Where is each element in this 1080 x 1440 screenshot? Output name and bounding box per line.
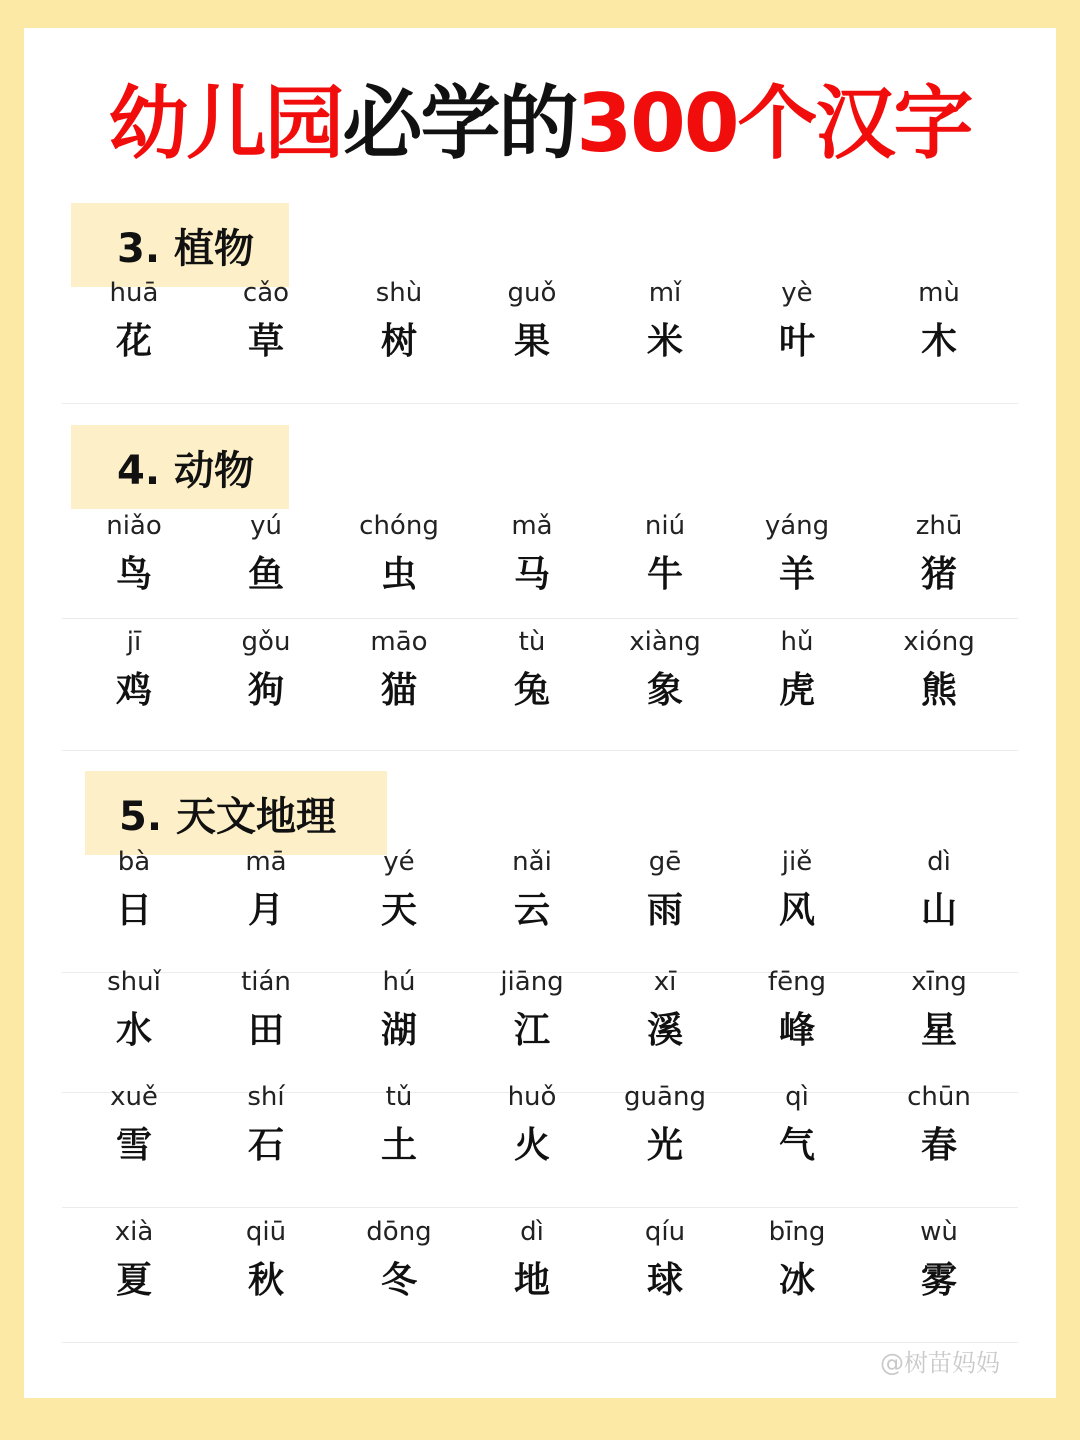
pinyin-label: fēng <box>767 967 827 997</box>
pinyin-label: niú <box>644 511 686 541</box>
hanzi-character: 象 <box>646 670 683 711</box>
hanzi-character: 鸡 <box>115 670 152 711</box>
character-cell <box>869 966 1009 1054</box>
character-cell <box>64 1081 204 1169</box>
character-cell <box>595 277 735 365</box>
hanzi-character: 果 <box>513 321 550 362</box>
row-divider <box>62 403 1018 404</box>
character-cell <box>869 277 1009 365</box>
character-cell <box>727 626 867 714</box>
pinyin-label: tù <box>518 627 546 657</box>
pinyin-label: qíu <box>644 1217 686 1247</box>
hanzi-character: 羊 <box>778 554 815 595</box>
character-cell <box>727 846 867 934</box>
hanzi-character: 峰 <box>778 1010 815 1051</box>
pinyin-label: mǎ <box>511 511 553 541</box>
row-divider <box>62 618 1018 619</box>
character-cell <box>196 626 336 714</box>
character-cell <box>196 1081 336 1169</box>
section-heading-astronomy-geography: 5. 天文地理 <box>85 771 387 855</box>
character-cell <box>869 510 1009 598</box>
character-cell <box>462 1081 602 1169</box>
pinyin-label: guǒ <box>507 278 557 308</box>
character-cell <box>196 846 336 934</box>
hanzi-character: 春 <box>920 1125 957 1166</box>
pinyin-label: dì <box>520 1217 544 1247</box>
pinyin-label: bīng <box>768 1217 826 1247</box>
hanzi-character: 熊 <box>920 670 957 711</box>
hanzi-character: 虫 <box>380 554 417 595</box>
hanzi-character: 牛 <box>646 554 683 595</box>
section-heading-plants: 3. 植物 <box>71 203 289 287</box>
pinyin-label: xià <box>114 1217 154 1247</box>
pinyin-label: xuě <box>110 1082 158 1112</box>
hanzi-character: 江 <box>513 1010 550 1051</box>
pinyin-label: xióng <box>903 627 975 657</box>
character-cell <box>727 1216 867 1304</box>
pinyin-label: shí <box>247 1082 285 1112</box>
pinyin-label: xiàng <box>629 627 701 657</box>
hanzi-character: 湖 <box>380 1010 417 1051</box>
character-cell <box>64 277 204 365</box>
pinyin-label: yú <box>250 511 282 541</box>
hanzi-character: 风 <box>778 890 815 931</box>
hanzi-character: 夏 <box>115 1260 152 1301</box>
character-cell <box>595 966 735 1054</box>
hanzi-character: 鱼 <box>247 554 284 595</box>
hanzi-character: 树 <box>380 321 417 362</box>
pinyin-label: dōng <box>366 1217 432 1247</box>
pinyin-label: hú <box>382 967 416 997</box>
character-cell <box>462 510 602 598</box>
hanzi-character: 米 <box>646 321 683 362</box>
pinyin-label: gē <box>648 847 682 877</box>
hanzi-character: 光 <box>646 1125 683 1166</box>
character-cell <box>329 1216 469 1304</box>
hanzi-character: 地 <box>513 1260 550 1301</box>
character-cell <box>595 626 735 714</box>
character-cell <box>196 510 336 598</box>
pinyin-label: jī <box>126 627 142 657</box>
pinyin-label: huā <box>109 278 159 308</box>
hanzi-character: 花 <box>115 321 152 362</box>
character-cell <box>196 277 336 365</box>
pinyin-label: nǎi <box>512 847 552 877</box>
pinyin-label: qiū <box>245 1217 287 1247</box>
hanzi-character: 月 <box>247 890 284 931</box>
hanzi-character: 叶 <box>778 321 815 362</box>
pinyin-label: huǒ <box>507 1082 557 1112</box>
hanzi-character: 雪 <box>115 1125 152 1166</box>
pinyin-label: mù <box>918 278 960 308</box>
section-heading-animals: 4. 动物 <box>71 425 289 509</box>
pinyin-label: xī <box>653 967 677 997</box>
hanzi-character: 木 <box>920 321 957 362</box>
pinyin-label: bà <box>117 847 151 877</box>
row-divider <box>62 750 1018 751</box>
pinyin-label: yáng <box>764 511 830 541</box>
hanzi-character: 冰 <box>778 1260 815 1301</box>
character-cell <box>727 277 867 365</box>
title-part-3: 300个汉字 <box>576 77 972 170</box>
title-part-1: 幼儿园 <box>108 77 343 170</box>
character-cell <box>64 966 204 1054</box>
content-card <box>24 28 1056 1398</box>
pinyin-label: jiāng <box>500 967 564 997</box>
character-cell <box>64 1216 204 1304</box>
pinyin-label: tǔ <box>385 1082 413 1112</box>
hanzi-character: 土 <box>380 1125 417 1166</box>
pinyin-label: yé <box>383 847 415 877</box>
character-cell <box>595 1081 735 1169</box>
character-cell <box>727 510 867 598</box>
hanzi-character: 猫 <box>380 670 417 711</box>
character-cell <box>329 626 469 714</box>
pinyin-label: shù <box>375 278 423 308</box>
pinyin-label: māo <box>370 627 428 657</box>
pinyin-label: cǎo <box>242 278 290 308</box>
pinyin-label: guāng <box>624 1082 706 1112</box>
hanzi-character: 狗 <box>247 670 284 711</box>
character-cell <box>727 1081 867 1169</box>
character-cell <box>64 626 204 714</box>
hanzi-character: 马 <box>513 554 550 595</box>
row-divider <box>62 1342 1018 1343</box>
hanzi-character: 鸟 <box>115 554 152 595</box>
character-cell <box>869 626 1009 714</box>
hanzi-character: 球 <box>646 1260 683 1301</box>
character-cell <box>869 1216 1009 1304</box>
hanzi-character: 石 <box>247 1125 284 1166</box>
character-cell <box>595 1216 735 1304</box>
pinyin-label: qì <box>785 1082 809 1112</box>
row-divider <box>62 1207 1018 1208</box>
character-cell <box>196 1216 336 1304</box>
hanzi-character: 虎 <box>778 670 815 711</box>
pinyin-label: niǎo <box>106 511 162 541</box>
pinyin-label: zhū <box>915 511 963 541</box>
hanzi-character: 云 <box>513 890 550 931</box>
hanzi-character: 水 <box>115 1010 152 1051</box>
character-cell <box>462 626 602 714</box>
character-cell <box>64 846 204 934</box>
pinyin-label: jiě <box>781 847 813 877</box>
hanzi-character: 气 <box>778 1125 815 1166</box>
hanzi-character: 冬 <box>380 1260 417 1301</box>
hanzi-character: 星 <box>920 1010 957 1051</box>
character-cell <box>462 277 602 365</box>
hanzi-character: 秋 <box>247 1260 284 1301</box>
hanzi-character: 雾 <box>920 1260 957 1301</box>
character-cell <box>329 277 469 365</box>
hanzi-character: 天 <box>380 890 417 931</box>
hanzi-character: 雨 <box>646 890 683 931</box>
pinyin-label: chóng <box>359 511 439 541</box>
hanzi-character: 溪 <box>646 1010 683 1051</box>
pinyin-label: hǔ <box>780 627 814 657</box>
character-cell <box>595 846 735 934</box>
hanzi-character: 草 <box>247 321 284 362</box>
pinyin-label: chūn <box>907 1082 971 1112</box>
hanzi-character: 兔 <box>513 670 550 711</box>
pinyin-label: xīng <box>911 967 967 997</box>
character-cell <box>462 846 602 934</box>
pinyin-label: wù <box>920 1217 958 1247</box>
character-cell <box>869 1081 1009 1169</box>
pinyin-label: mǐ <box>648 278 682 308</box>
pinyin-label: gǒu <box>241 627 291 657</box>
page-title <box>24 77 1056 170</box>
character-cell <box>329 846 469 934</box>
character-cell <box>595 510 735 598</box>
hanzi-character: 日 <box>115 890 152 931</box>
character-cell <box>462 966 602 1054</box>
pinyin-label: shuǐ <box>107 967 161 997</box>
character-cell <box>196 966 336 1054</box>
title-part-2: 必学的 <box>342 77 577 170</box>
pinyin-label: yè <box>781 278 813 308</box>
pinyin-label: tián <box>241 967 291 997</box>
hanzi-character: 火 <box>513 1125 550 1166</box>
character-cell <box>727 966 867 1054</box>
pinyin-label: dì <box>927 847 951 877</box>
character-cell <box>329 1081 469 1169</box>
hanzi-character: 田 <box>247 1010 284 1051</box>
hanzi-character: 猪 <box>920 554 957 595</box>
character-cell <box>329 966 469 1054</box>
character-cell <box>462 1216 602 1304</box>
watermark: @树苗妈妈 <box>880 1349 1000 1377</box>
character-cell <box>64 510 204 598</box>
pinyin-label: mā <box>245 847 287 877</box>
character-cell <box>869 846 1009 934</box>
character-cell <box>329 510 469 598</box>
hanzi-character: 山 <box>920 890 957 931</box>
